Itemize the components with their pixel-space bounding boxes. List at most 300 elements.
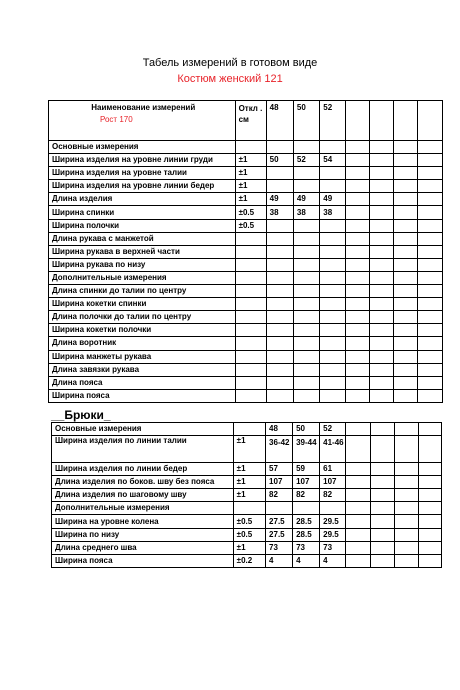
value-cell xyxy=(393,311,418,324)
value-cell: 29.5 xyxy=(320,528,346,541)
value-cell xyxy=(345,193,370,206)
measurement-name-cell: Длина среднего шва xyxy=(52,541,234,554)
value-cell xyxy=(266,271,293,284)
value-cell xyxy=(345,311,370,324)
value-cell xyxy=(418,219,443,232)
value-cell xyxy=(320,258,345,271)
value-cell xyxy=(320,389,345,402)
header-size-cell: 52 xyxy=(320,101,345,141)
measurement-name-cell: Ширина изделия на уровне линии бедер xyxy=(49,180,236,193)
tolerance-cell: ±0.5 xyxy=(233,515,265,528)
value-cell: 4 xyxy=(293,554,320,567)
value-cell xyxy=(346,423,370,436)
header-size-cell xyxy=(345,101,370,141)
table-row xyxy=(52,436,460,463)
value-cell xyxy=(370,206,394,219)
value-cell xyxy=(393,285,418,298)
value-cell: 49 xyxy=(266,193,293,206)
value-cell xyxy=(418,206,443,219)
value-cell xyxy=(346,463,370,476)
header-height-label: Рост 170 xyxy=(100,115,133,124)
value-cell: 39-44 xyxy=(293,436,320,463)
value-cell xyxy=(395,502,419,515)
value-cell xyxy=(293,298,319,311)
value-cell xyxy=(320,298,345,311)
measurement-name-cell: Длина изделия по шаговому шву xyxy=(52,489,234,502)
value-cell: 38 xyxy=(266,206,293,219)
value-cell: 82 xyxy=(293,489,320,502)
value-cell xyxy=(393,350,418,363)
table-row xyxy=(49,154,460,167)
table-row xyxy=(49,193,460,206)
value-cell xyxy=(345,350,370,363)
value-cell xyxy=(266,311,293,324)
tolerance-cell xyxy=(235,311,266,324)
value-cell xyxy=(370,489,394,502)
value-cell xyxy=(418,285,443,298)
measurement-name-cell: Длина полочки до талии по центру xyxy=(49,311,236,324)
value-cell xyxy=(345,376,370,389)
table-row xyxy=(49,285,460,298)
table-row xyxy=(52,502,460,515)
value-cell xyxy=(418,154,443,167)
value-cell xyxy=(393,337,418,350)
value-cell xyxy=(346,541,370,554)
tolerance-cell xyxy=(235,363,266,376)
value-cell xyxy=(370,245,394,258)
measurement-name-cell: Ширина спинки xyxy=(49,206,236,219)
value-cell xyxy=(266,258,293,271)
value-cell xyxy=(266,502,293,515)
value-cell xyxy=(418,245,443,258)
value-cell xyxy=(345,389,370,402)
value-cell xyxy=(266,389,293,402)
table-row xyxy=(52,463,460,476)
value-cell xyxy=(395,515,419,528)
measurement-name-cell: Длина изделия xyxy=(49,193,236,206)
value-cell xyxy=(266,167,293,180)
value-cell: 73 xyxy=(320,541,346,554)
tolerance-cell xyxy=(235,285,266,298)
value-cell xyxy=(393,193,418,206)
value-cell: 107 xyxy=(293,476,320,489)
value-cell xyxy=(393,232,418,245)
value-cell xyxy=(293,363,319,376)
value-cell xyxy=(418,271,443,284)
value-cell xyxy=(370,423,394,436)
value-cell xyxy=(293,502,320,515)
value-cell: 59 xyxy=(293,463,320,476)
value-cell xyxy=(393,298,418,311)
value-cell xyxy=(393,206,418,219)
tolerance-cell xyxy=(235,271,266,284)
measurement-name-cell: Ширина полочки xyxy=(49,219,236,232)
value-cell: 27.5 xyxy=(266,528,293,541)
value-cell xyxy=(320,502,346,515)
value-cell xyxy=(393,141,418,154)
value-cell xyxy=(418,436,442,463)
value-cell xyxy=(266,232,293,245)
value-cell xyxy=(345,141,370,154)
value-cell xyxy=(293,180,319,193)
measurement-name-cell: Ширина на уровне колена xyxy=(52,515,234,528)
value-cell xyxy=(293,219,319,232)
tolerance-cell xyxy=(233,423,265,436)
value-cell xyxy=(320,271,345,284)
table-row xyxy=(49,258,460,271)
value-cell: 82 xyxy=(266,489,293,502)
value-cell xyxy=(293,245,319,258)
measurement-name-cell: Длина изделия по боков. шву без пояса xyxy=(52,476,234,489)
table-row xyxy=(49,271,460,284)
measurement-name-cell: Ширина изделия на уровне талии xyxy=(49,167,236,180)
value-cell: 107 xyxy=(320,476,346,489)
value-cell xyxy=(393,363,418,376)
measurement-name-cell: Длина завязки рукава xyxy=(49,363,236,376)
measurement-name-cell: Дополнительные измерения xyxy=(49,271,236,284)
value-cell: 52 xyxy=(320,423,346,436)
value-cell xyxy=(345,298,370,311)
value-cell xyxy=(345,363,370,376)
tolerance-cell: ±0.2 xyxy=(233,554,265,567)
value-cell xyxy=(320,376,345,389)
value-cell: 50 xyxy=(266,154,293,167)
table-row xyxy=(49,324,460,337)
value-cell xyxy=(418,476,442,489)
value-cell xyxy=(395,541,419,554)
value-cell xyxy=(266,245,293,258)
value-cell: 41-46 xyxy=(320,436,346,463)
value-cell: 4 xyxy=(320,554,346,567)
tolerance-cell: ±0.5 xyxy=(235,206,266,219)
value-cell: 107 xyxy=(266,476,293,489)
value-cell xyxy=(395,423,419,436)
value-cell xyxy=(320,324,345,337)
measurement-name-cell: Ширина изделия на уровне линии груди xyxy=(49,154,236,167)
measurement-name-cell: Ширина изделия по линии бедер xyxy=(52,463,234,476)
value-cell xyxy=(346,554,370,567)
value-cell xyxy=(320,363,345,376)
value-cell xyxy=(266,285,293,298)
tolerance-cell xyxy=(235,337,266,350)
value-cell xyxy=(418,258,443,271)
value-cell: 50 xyxy=(293,423,320,436)
header-deviation-cell: Откл . см xyxy=(235,101,266,141)
value-cell xyxy=(345,258,370,271)
value-cell xyxy=(418,502,442,515)
value-cell xyxy=(320,141,345,154)
measurement-name-cell: Ширина пояса xyxy=(49,389,236,402)
value-cell: 27.5 xyxy=(266,515,293,528)
value-cell xyxy=(418,141,443,154)
value-cell xyxy=(345,245,370,258)
value-cell xyxy=(370,193,394,206)
table-row xyxy=(49,219,460,232)
measurement-name-cell: Ширина рукава по низу xyxy=(49,258,236,271)
tolerance-cell: ±1 xyxy=(235,193,266,206)
value-cell xyxy=(370,528,394,541)
value-cell xyxy=(370,502,394,515)
value-cell: 54 xyxy=(320,154,345,167)
section-title-trousers: __Брюки_ xyxy=(51,408,111,422)
tolerance-cell xyxy=(235,324,266,337)
value-cell xyxy=(418,541,442,554)
value-cell xyxy=(370,232,394,245)
value-cell xyxy=(320,167,345,180)
document-title: Табель измерений в готовом виде xyxy=(142,57,318,69)
value-cell xyxy=(370,271,394,284)
value-cell xyxy=(418,232,443,245)
value-cell xyxy=(418,350,443,363)
tolerance-cell xyxy=(235,258,266,271)
measurement-name-cell: Ширина манжеты рукава xyxy=(49,350,236,363)
measurements-table-trousers xyxy=(51,422,460,568)
value-cell xyxy=(393,389,418,402)
value-cell xyxy=(346,515,370,528)
tolerance-cell xyxy=(235,389,266,402)
tolerance-cell: ±1 xyxy=(233,463,265,476)
value-cell xyxy=(370,337,394,350)
value-cell xyxy=(370,541,394,554)
table-row xyxy=(49,311,460,324)
value-cell: 28.5 xyxy=(293,528,320,541)
table-row xyxy=(49,376,460,389)
value-cell xyxy=(418,337,443,350)
tolerance-cell: ±1 xyxy=(233,489,265,502)
value-cell xyxy=(370,141,394,154)
measurement-name-cell: Ширина пояса xyxy=(52,554,234,567)
value-cell: 36-42 xyxy=(266,436,293,463)
value-cell: 73 xyxy=(293,541,320,554)
value-cell xyxy=(418,389,443,402)
header-size-cell xyxy=(393,101,418,141)
value-cell xyxy=(370,363,394,376)
value-cell xyxy=(266,324,293,337)
value-cell xyxy=(293,389,319,402)
header-name-cell xyxy=(49,101,236,141)
header-size-cell xyxy=(418,101,443,141)
measurement-name-cell: Длина воротник xyxy=(49,337,236,350)
value-cell xyxy=(266,376,293,389)
value-cell xyxy=(320,285,345,298)
value-cell xyxy=(293,258,319,271)
value-cell xyxy=(418,489,442,502)
value-cell: 73 xyxy=(266,541,293,554)
value-cell xyxy=(345,219,370,232)
value-cell xyxy=(393,271,418,284)
measurement-name-cell: Ширина изделия по линии талии xyxy=(52,436,234,463)
value-cell xyxy=(395,436,419,463)
value-cell: 61 xyxy=(320,463,346,476)
table-row xyxy=(49,389,460,402)
value-cell: 49 xyxy=(320,193,345,206)
value-cell xyxy=(370,219,394,232)
value-cell xyxy=(370,376,394,389)
value-cell xyxy=(345,285,370,298)
value-cell xyxy=(293,350,319,363)
value-cell xyxy=(370,298,394,311)
value-cell xyxy=(370,515,394,528)
value-cell: 52 xyxy=(293,154,319,167)
value-cell xyxy=(370,554,394,567)
value-cell xyxy=(370,350,394,363)
value-cell xyxy=(395,489,419,502)
value-cell xyxy=(320,311,345,324)
value-cell xyxy=(345,206,370,219)
tolerance-cell: ±1 xyxy=(235,154,266,167)
value-cell: 29.5 xyxy=(320,515,346,528)
table-row xyxy=(49,167,460,180)
value-cell xyxy=(346,476,370,489)
value-cell xyxy=(293,167,319,180)
value-cell xyxy=(370,436,394,463)
value-cell xyxy=(393,376,418,389)
measurement-name-cell: Длина рукава с манжетой xyxy=(49,232,236,245)
table-row xyxy=(52,554,460,567)
tolerance-cell xyxy=(235,141,266,154)
value-cell xyxy=(266,363,293,376)
value-cell xyxy=(418,376,443,389)
value-cell xyxy=(395,476,419,489)
value-cell: 48 xyxy=(266,423,293,436)
table-row xyxy=(52,528,460,541)
table-row xyxy=(52,423,460,436)
tolerance-cell: ±1 xyxy=(235,180,266,193)
value-cell xyxy=(418,193,443,206)
measurements-table-jacket xyxy=(48,100,460,403)
value-cell xyxy=(320,219,345,232)
value-cell xyxy=(346,528,370,541)
table-row xyxy=(52,489,460,502)
table-row xyxy=(49,206,460,219)
value-cell xyxy=(418,515,442,528)
table-row xyxy=(49,363,460,376)
value-cell xyxy=(293,285,319,298)
measurement-name-cell: Ширина по низу xyxy=(52,528,234,541)
value-cell xyxy=(346,502,370,515)
value-cell xyxy=(346,436,370,463)
tolerance-cell: ±0.5 xyxy=(233,528,265,541)
value-cell xyxy=(395,463,419,476)
value-cell xyxy=(418,463,442,476)
header-size-cell: 50 xyxy=(293,101,319,141)
value-cell: 57 xyxy=(266,463,293,476)
value-cell xyxy=(266,219,293,232)
value-cell xyxy=(293,271,319,284)
value-cell xyxy=(370,311,394,324)
value-cell xyxy=(393,219,418,232)
value-cell xyxy=(418,180,443,193)
header-size-cell: 48 xyxy=(266,101,293,141)
value-cell xyxy=(393,154,418,167)
value-cell xyxy=(293,337,319,350)
tolerance-cell: ±1 xyxy=(233,476,265,489)
value-cell xyxy=(370,180,394,193)
value-cell xyxy=(346,489,370,502)
value-cell xyxy=(370,324,394,337)
value-cell: 49 xyxy=(293,193,319,206)
measurement-name-cell: Длина спинки до талии по центру xyxy=(49,285,236,298)
value-cell xyxy=(345,324,370,337)
value-cell xyxy=(393,245,418,258)
value-cell xyxy=(370,285,394,298)
tolerance-cell: ±1 xyxy=(233,436,265,463)
value-cell xyxy=(345,232,370,245)
table-row xyxy=(52,476,460,489)
table-row xyxy=(49,337,460,350)
tolerance-cell xyxy=(235,245,266,258)
table-row xyxy=(49,180,460,193)
table-row xyxy=(52,515,460,528)
measurement-name-cell: Дополнительные измерения xyxy=(52,502,234,515)
value-cell xyxy=(345,337,370,350)
value-cell xyxy=(320,350,345,363)
value-cell xyxy=(293,232,319,245)
value-cell xyxy=(345,154,370,167)
value-cell xyxy=(418,423,442,436)
value-cell xyxy=(370,258,394,271)
value-cell: 38 xyxy=(320,206,345,219)
table-row xyxy=(49,245,460,258)
value-cell xyxy=(393,180,418,193)
table-row xyxy=(49,350,460,363)
value-cell: 82 xyxy=(320,489,346,502)
value-cell xyxy=(266,180,293,193)
value-cell xyxy=(293,376,319,389)
table-row xyxy=(52,541,460,554)
value-cell xyxy=(266,337,293,350)
value-cell xyxy=(418,311,443,324)
table-header-row xyxy=(49,101,460,141)
value-cell: 28.5 xyxy=(293,515,320,528)
value-cell xyxy=(293,141,319,154)
value-cell xyxy=(345,180,370,193)
value-cell xyxy=(266,298,293,311)
value-cell xyxy=(395,554,419,567)
value-cell xyxy=(418,528,442,541)
tolerance-cell: ±1 xyxy=(233,541,265,554)
value-cell xyxy=(370,463,394,476)
value-cell xyxy=(345,271,370,284)
table-row xyxy=(49,232,460,245)
value-cell xyxy=(266,350,293,363)
value-cell xyxy=(393,167,418,180)
value-cell xyxy=(418,324,443,337)
tolerance-cell: ±0.5 xyxy=(235,219,266,232)
value-cell: 4 xyxy=(266,554,293,567)
value-cell xyxy=(320,337,345,350)
value-cell xyxy=(370,154,394,167)
tolerance-cell xyxy=(235,350,266,363)
measurement-name-cell: Основные измерения xyxy=(52,423,234,436)
document-subtitle: Костюм женский 121 xyxy=(177,73,283,85)
tolerance-cell: ±1 xyxy=(235,167,266,180)
header-name-label: Наименование измерений xyxy=(91,103,196,112)
tolerance-cell xyxy=(235,232,266,245)
value-cell xyxy=(266,141,293,154)
tolerance-cell xyxy=(235,298,266,311)
value-cell: 38 xyxy=(293,206,319,219)
value-cell xyxy=(393,258,418,271)
table-row xyxy=(49,141,460,154)
value-cell xyxy=(418,298,443,311)
value-cell xyxy=(395,528,419,541)
measurement-name-cell: Ширина кокетки полочки xyxy=(49,324,236,337)
value-cell xyxy=(345,167,370,180)
value-cell xyxy=(320,180,345,193)
value-cell xyxy=(320,245,345,258)
measurement-name-cell: Длина пояса xyxy=(49,376,236,389)
